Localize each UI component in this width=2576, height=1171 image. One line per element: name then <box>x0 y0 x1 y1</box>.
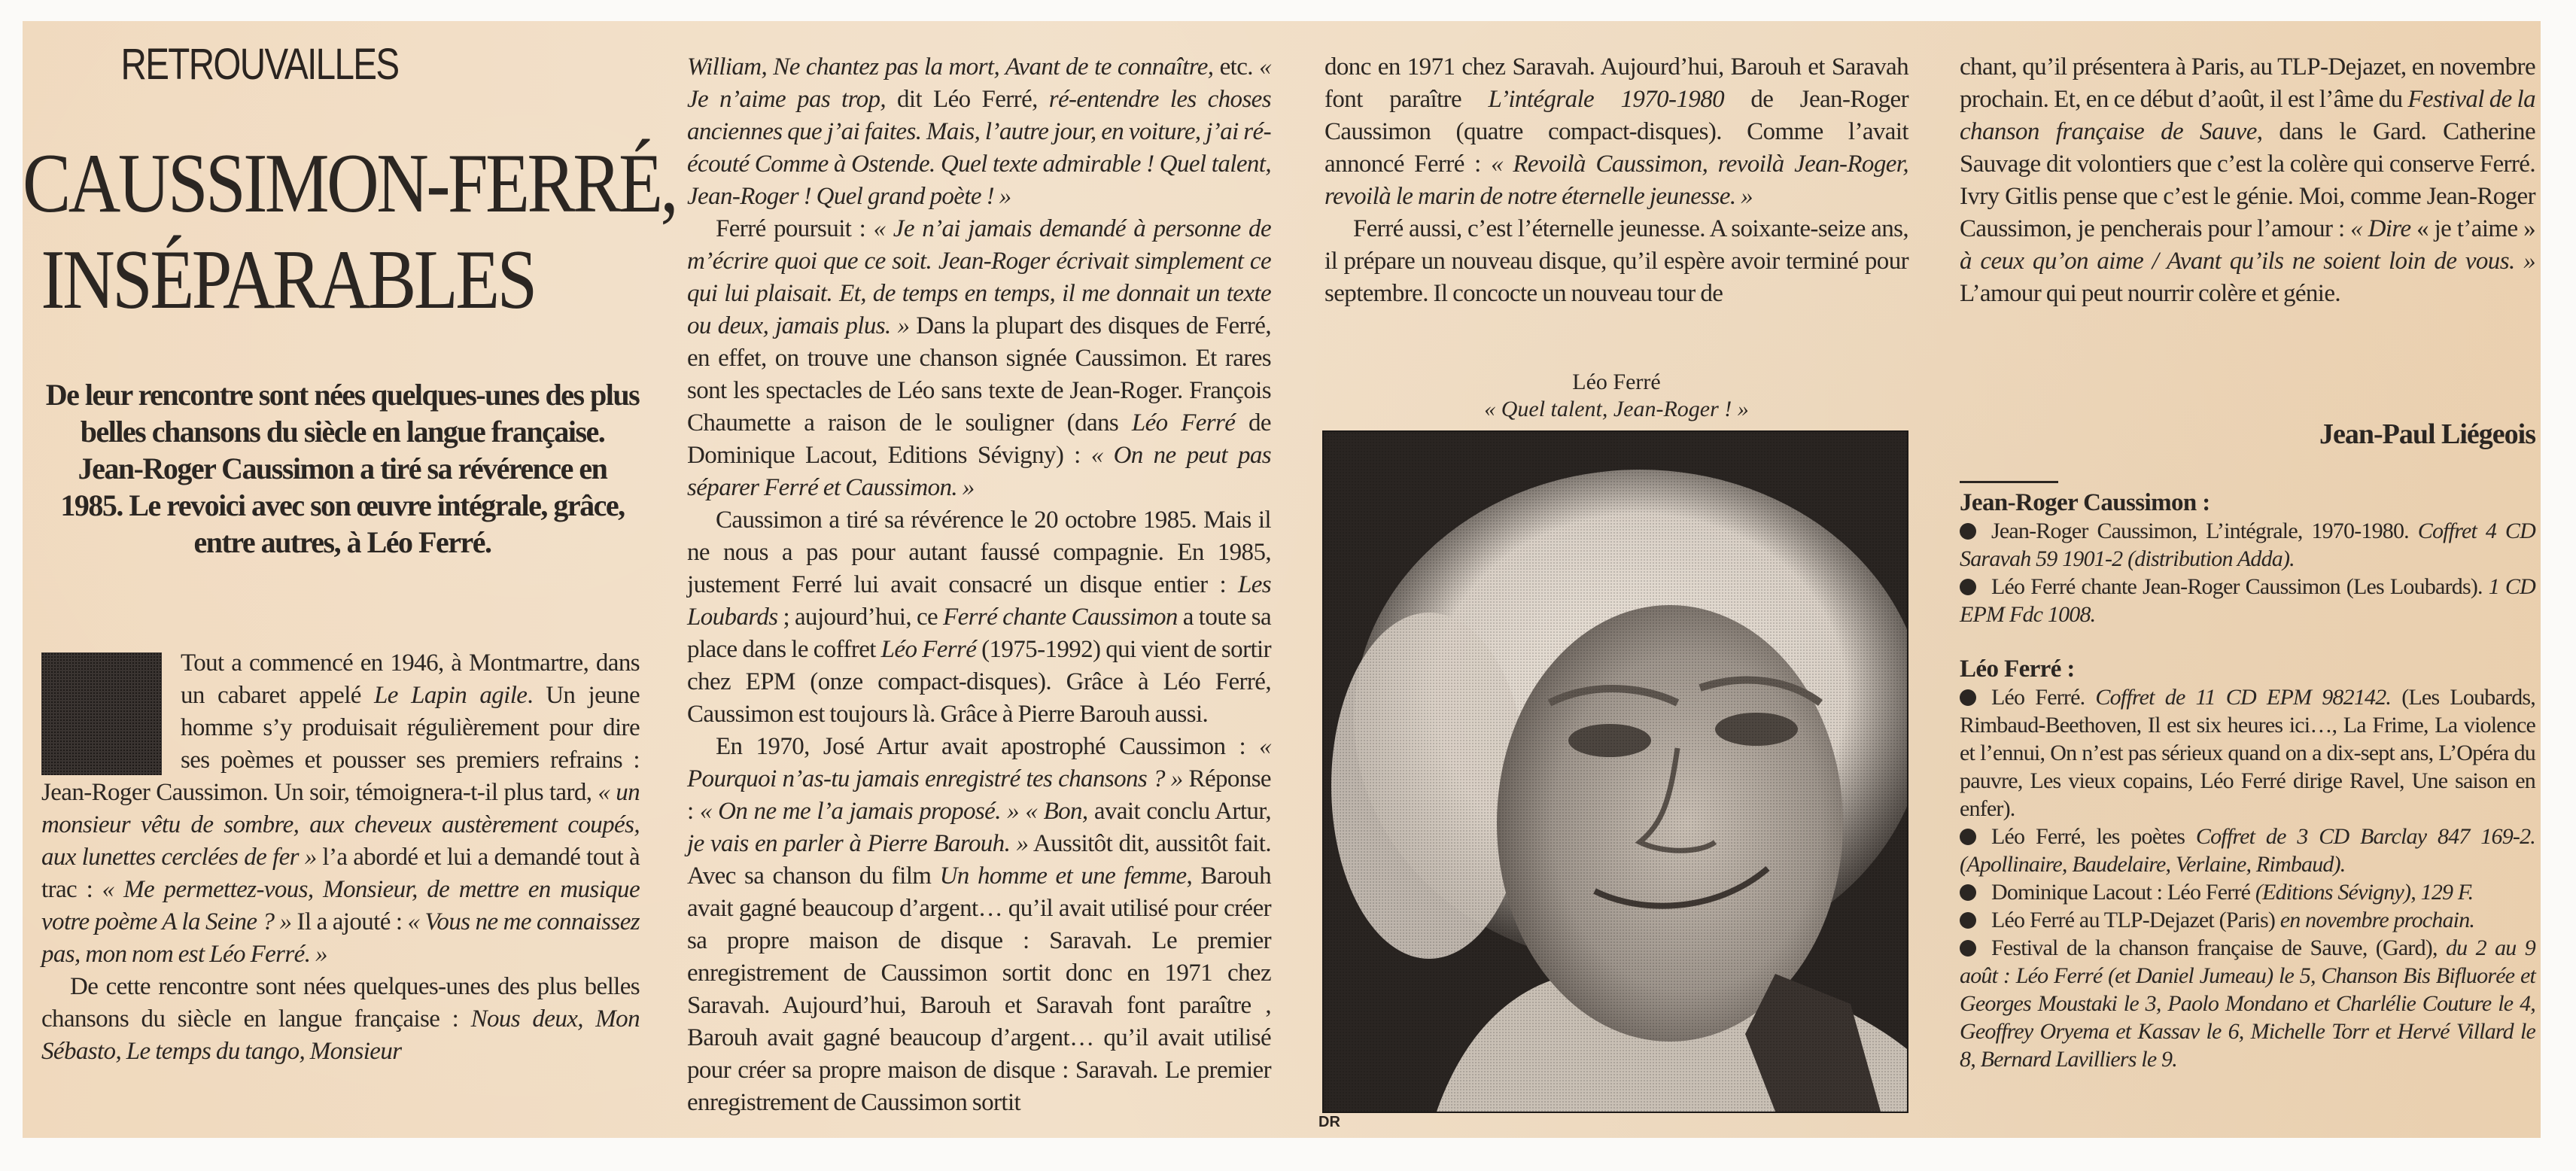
article-headline <box>23 135 677 328</box>
caption-name: Léo Ferré <box>1572 370 1661 394</box>
bullet-icon <box>1960 940 1976 957</box>
float-spacer <box>41 647 181 777</box>
reference-item: Léo Ferré, les poètes Coffret de 3 CD Barclay 847 169-2. (Apollinaire, Baudelaire, Verlaine, Rimbaud). <box>1960 824 2535 877</box>
references-box <box>1960 489 2535 1100</box>
article-lead: De leur rencontre sont nées quelques-unes des plus belles chansons du siècle en langue française. Jean-Roger Caussimon a tiré sa révérence en 1985. Le revoici avec son œuvre intégrale, grâce, entre autres, à Léo Ferré. <box>45 378 640 559</box>
portrait-photo <box>1322 430 1908 1113</box>
body-column-3 <box>1324 51 1908 310</box>
reference-heading: Jean-Roger Caussimon : <box>1960 489 2210 516</box>
reference-item: Dominique Lacout : Léo Ferré (Editions Sévigny), 129 F. <box>1960 878 2535 906</box>
reference-group <box>1960 489 2535 628</box>
paragraph-p6-cont: chant, qu’il présentera à Paris, au TLP-Dejazet, en novembre prochain. Et, en ce début d’août, il est l’âme du Festival de la chanson française de Sauve, dans le Gard. Catherine Sauvage dit volontiers que c’est la colère qui conserve Ferré. Ivry Gitlis pense que c’est le génie. Moi, comme Jean-Roger Caussimon, je pencherais pour l’amour : « Dire « je t’aime » à ceux qu’on aime / Avant qu’ils ne soient loin de vous. » L’amour qui peut nourrir colère et génie. <box>1960 53 2536 307</box>
reference-heading: Léo Ferré : <box>1960 655 2075 683</box>
bullet-icon <box>1960 579 1976 595</box>
body-column-2 <box>687 51 1271 1119</box>
bullet-icon <box>1960 689 1976 706</box>
paragraph-p3: Ferré poursuit : « Je n’ai jamais demandé à personne de m’écrire quoi que ce soit. Jean-Roger écrivait simplement ce qui lui plaisait. Et, de temps en temps, il me donnait un texte ou deux, jamais plus. » Dans la plupart des disques de Ferré, en effet, on trouve une chanson signée Caussimon. Et rares sont les spectacles de Léo sans texte de Jean-Roger. François Chaumette a raison de le souligner (dans Léo Ferré de Dominique Lacout, Editions Sévigny) : « On ne peut pas séparer Ferré et Caussimon. » <box>687 215 1271 501</box>
bullet-icon <box>1960 912 1976 929</box>
body-column-1 <box>41 647 640 1068</box>
photo-caption <box>1324 369 1908 423</box>
reference-item: Festival de la chanson française de Sauve, (Gard), du 2 au 9 août : Léo Ferré (et Daniel Jumeau) le 5, Chanson Bis Bifluorée et Georges Moustaki le 3, Paolo Mondano et Charlélie Couture le 4, Geoffrey Oryema et Kassav le 6, Michelle Torr et Hervé Villard le 8, Bernard Lavilliers le 9. <box>1960 935 2535 1072</box>
reference-item: Jean-Roger Caussimon, L’intégrale, 1970-1980. Coffret 4 CD Saravah 59 1901-2 (distribution Adda). <box>1960 519 2535 571</box>
paragraph-p5-cont: donc en 1971 chez Saravah. Aujourd’hui, Barouh et Saravah font paraître L’intégrale 1970-1980 de Jean-Roger Caussimon (quatre compact-disques). Comme l’avait annoncé Ferré : « Revoilà Caussimon, revoilà Jean-Roger, revoilà le marin de notre éternelle jeunesse. » <box>1324 53 1908 210</box>
bullet-icon <box>1960 829 1976 845</box>
photo-credit: DR <box>1318 1114 1340 1130</box>
portrait-illustration <box>1324 432 1907 1112</box>
paragraph-1: Tout a commencé en 1946, à Montmartre, dans un cabaret appelé Le Lapin agile. Un jeune homme s’y produisait régulièrement pour dire ses poèmes et pousser ses premiers refrains : Jean-Roger Caussimon. Un soir, témoignera-t-il plus tard, « un monsieur vêtu de sombre, aux cheveux austèrement coupés, aux lunettes cerclées de fer » l’a abordé et lui a demandé tout à trac : « Me permettez-vous, Monsieur, de mettre en musique votre poème A la Seine ? » Il a ajouté : « Vous ne me connaissez pas, mon nom est Léo Ferré. » <box>41 647 640 971</box>
reference-item: Léo Ferré. Coffret de 11 CD EPM 982142. (Les Loubards, Rimbaud-Beethoven, Il est six heures ici…, La Frime, La violence et l’ennui, On n’est pas sérieux quand on a dix-sept ans, L’Opéra du pauvre, Les vieux copains, Léo Ferré dirige Ravel, Une saison en enfer). <box>1960 685 2535 821</box>
paragraph-p5: En 1970, José Artur avait apostrophé Caussimon : « Pourquoi n’as-tu jamais enregistré tes chansons ? » Réponse : « On ne me l’a jamais proposé. » « Bon, avait conclu Artur, je vais en parler à Pierre Barouh. » Aussitôt dit, aussitôt fait. Avec sa chanson du film Un homme et une femme, Barouh avait gagné beaucoup d’argent… qu’il avait utilisé pour créer sa propre maison de disque : Saravah. Le premier enregistrement de Caussimon sortit donc en 1971 chez Saravah. Aujourd’hui, Barouh et Saravah font paraître , Barouh avait gagné beaucoup d’argent… qu’il avait utilisé pour créer sa propre maison de disque : Saravah. Le premier enregistrement de Caussimon sortit <box>687 733 1272 1116</box>
paragraph-2-cont: William, Ne chantez pas la mort, Avant de te connaître, etc. « Je n’aime pas trop, dit Léo Ferré, ré-entendre les choses anciennes que j’ai faites. Mais, l’autre jour, en voiture, j’ai ré-écouté Comme à Ostende. Quel texte admirable ! Quel talent, Jean-Roger ! Quel grand poète ! » <box>687 53 1271 210</box>
headline-line-1: CAUSSIMON-FERRÉ, <box>23 137 677 230</box>
reference-item: Léo Ferré au TLP-Dejazet (Paris) en novembre prochain. <box>1960 906 2535 934</box>
reference-item: Léo Ferré chante Jean-Roger Caussimon (Les Loubards). 1 CD EPM Fdc 1008. <box>1960 574 2535 627</box>
body-column-4 <box>1960 51 2535 310</box>
reference-group <box>1960 655 2535 1073</box>
paragraph-p6: Ferré aussi, c’est l’éternelle jeunesse. A soixante-seize ans, il prépare un nouveau disque, qu’il espère avoir terminé pour septembre. Il concocte un nouveau tour de <box>1324 215 1908 307</box>
separator-rule <box>1960 481 2058 483</box>
author-byline: Jean-Paul Liégeois <box>2319 418 2535 450</box>
bullet-icon <box>1960 884 1976 901</box>
article-kicker: RETROUVAILLES <box>120 40 399 89</box>
caption-quote: « Quel talent, Jean-Roger ! » <box>1484 397 1749 421</box>
headline-line-2: INSÉPARABLES <box>41 233 535 327</box>
paragraph-2: De cette rencontre sont nées quelques-unes des plus belles chansons du siècle en langue française : Nous deux, Mon Sébasto, Le temps du tango, Monsieur <box>41 973 640 1065</box>
paragraph-p4: Caussimon a tiré sa révérence le 20 octobre 1985. Mais il ne nous a pas pour autant faussé compagnie. En 1985, justement Ferré lui avait consacré un disque entier : Les Loubards ; aujourd’hui, ce Ferré chante Caussimon a toute sa place dans le coffret Léo Ferré (1975-1992) qui vient de sortir chez EPM (onze compact-disques). Grâce à Léo Ferré, Caussimon est toujours là. Grâce à Pierre Barouh aussi. <box>687 506 1271 728</box>
bullet-icon <box>1960 523 1976 540</box>
